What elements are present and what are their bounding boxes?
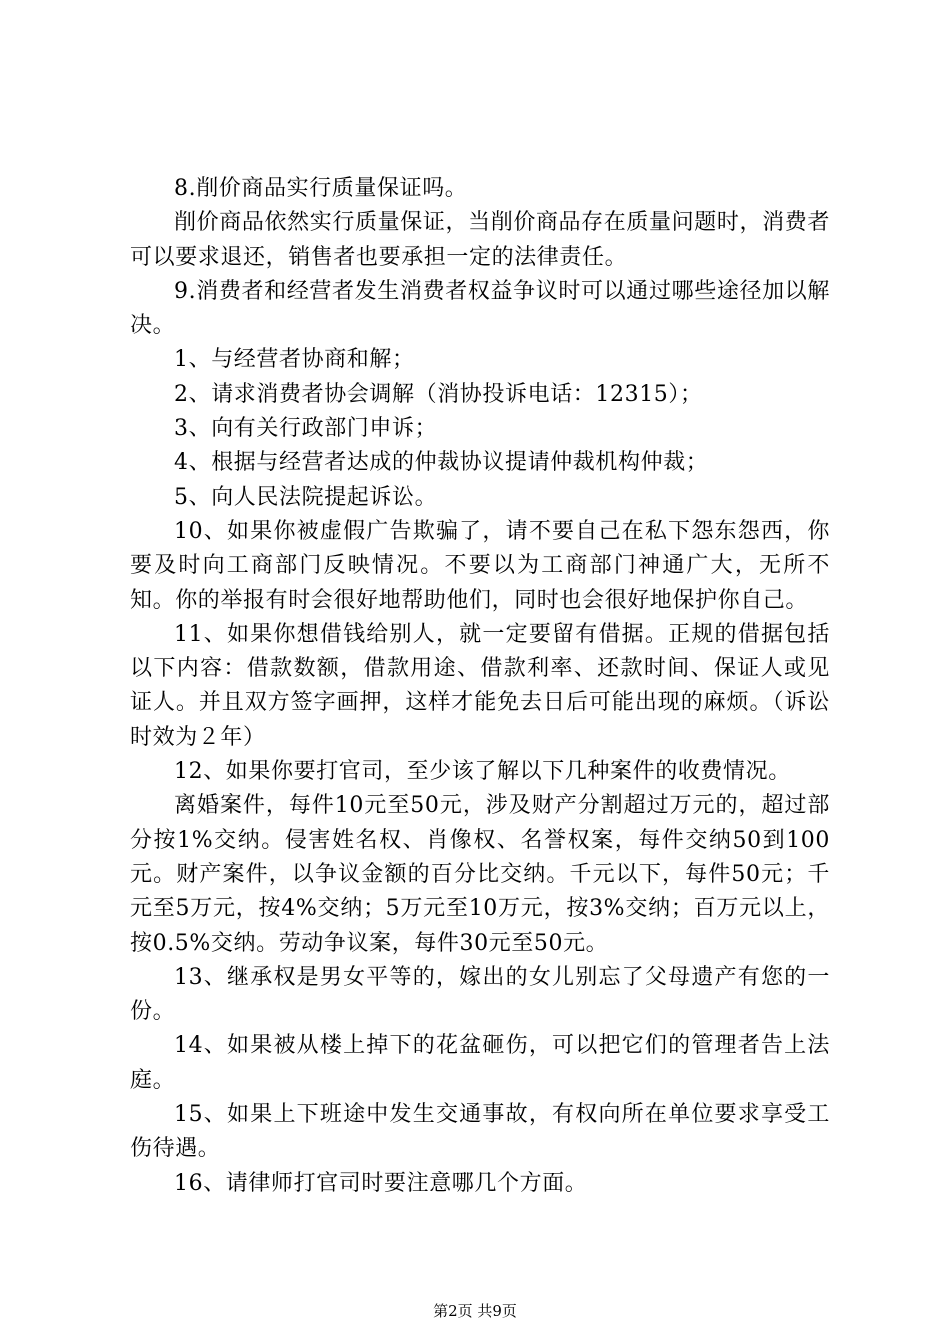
paragraph-11: 11、如果你想借钱给别人，就一定要留有借据。正规的借据包括以下内容：借款数额，借款用途、借款利率、还款时间、保证人或见证人。并且双方签字画押，这样才能免去日后可能出现的麻烦。（诉讼时效为２年）	[130, 621, 830, 750]
page-number-footer: 第2页 共9页	[433, 1302, 517, 1320]
paragraph-15: 15、如果上下班途中发生交通事故，有权向所在单位要求享受工伤待遇。	[130, 1102, 830, 1162]
list-item-1: 1、与经营者协商和解；	[174, 347, 415, 373]
list-item-3: 3、向有关行政部门申诉；	[174, 416, 438, 442]
paragraph-10: 10、如果你被虚假广告欺骗了，请不要自己在私下怨东怨西，你要及时向工商部门反映情况。不要以为工商部门神通广大，无所不知。你的举报有时会很好地帮助他们，同时也会很好地保护你自己。	[130, 518, 830, 613]
paragraph-12: 12、如果你要打官司，至少该了解以下几种案件的收费情况。	[174, 759, 791, 785]
paragraph-q8-heading: 8.削价商品实行质量保证吗。	[174, 176, 468, 201]
paragraph-fees: 离婚案件，每件10元至50元，涉及财产分割超过万元的，超过部分按1%交纳。侵害姓名权、肖像权、名誉权案，每件交纳50到100元。财产案件，以争议金额的百分比交纳。千元以下，每件50元；千元至5万元，按4%交纳；5万元至10万元，按3%交纳；百万元以上，按0.5%交纳。劳动争议案，每件30元至50元。	[130, 793, 830, 956]
list-item-4: 4、根据与经营者达成的仲裁协议提请仲裁机构仲裁；	[174, 450, 709, 476]
paragraph-q8-answer: 削价商品依然实行质量保证，当削价商品存在质量问题时，消费者可以要求退还，销售者也要承担一定的法律责任。	[130, 210, 830, 270]
paragraph-14: 14、如果被从楼上掉下的花盆砸伤，可以把它们的管理者告上法庭。	[130, 1033, 830, 1093]
paragraph-q9-heading: 9.消费者和经营者发生消费者权益争议时可以通过哪些途径加以解决。	[130, 278, 830, 339]
paragraph-16: 16、请律师打官司时要注意哪几个方面。	[174, 1170, 588, 1196]
paragraph-13: 13、继承权是男女平等的，嫁出的女儿别忘了父母遗产有您的一份。	[130, 964, 830, 1025]
document-body	[130, 172, 830, 1201]
list-item-2: 2、请求消费者协会调解（消协投诉电话：12315）；	[174, 381, 703, 407]
list-item-5: 5、向人民法院提起诉讼。	[174, 484, 438, 510]
